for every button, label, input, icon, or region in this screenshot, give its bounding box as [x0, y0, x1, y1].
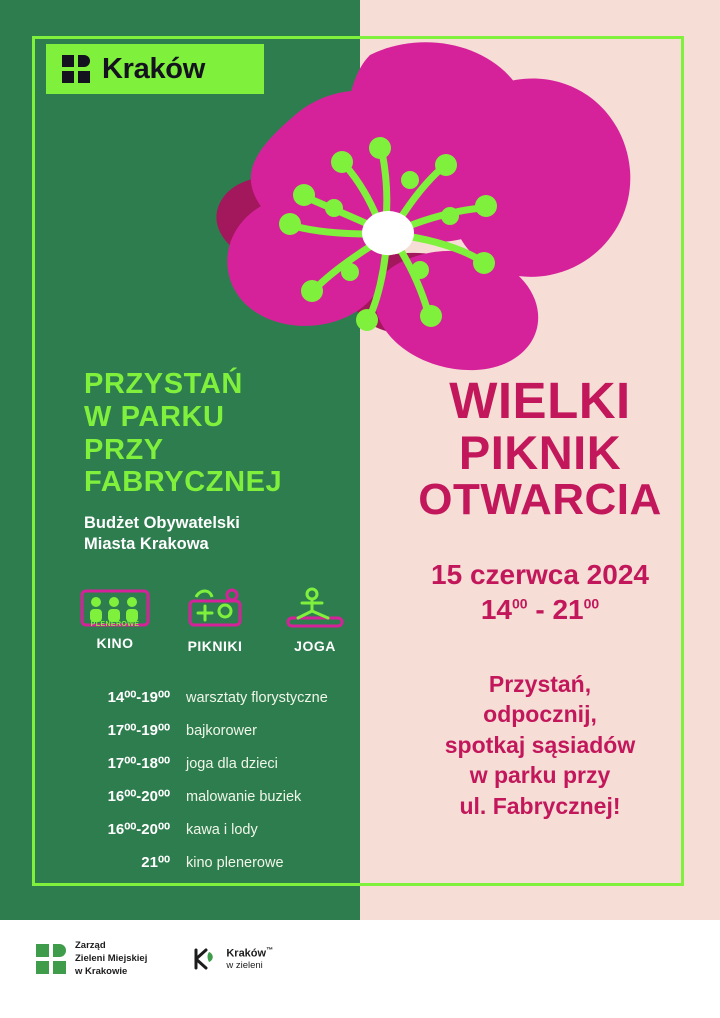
schedule-row [60, 820, 360, 853]
event-title-line-3: OTWARCIA [418, 474, 662, 524]
kwz-title-text: Kraków [226, 947, 267, 960]
invite-line-1: Przystań, [488, 671, 592, 698]
kwz-subtitle: w zieleni [226, 960, 263, 972]
schedule-time: 16⁰⁰-20⁰⁰ [107, 788, 170, 805]
zzm-line-3: w Krakowie [75, 965, 128, 977]
kwz-logo-text [226, 947, 273, 972]
event-hours [382, 592, 698, 627]
invite-line-5: ul. Fabrycznej! [459, 792, 621, 819]
invitation-text [382, 669, 698, 821]
activity-joga [272, 585, 358, 654]
schedule-time: 21⁰⁰ [141, 854, 170, 871]
invite-line-3: spotkaj sąsiadów [444, 731, 636, 758]
schedule-desc: bajkorower [186, 723, 257, 739]
zzm-logo [36, 940, 147, 978]
activity-kino [72, 585, 158, 654]
headline-line-4: FABRYCZNEJ [84, 466, 283, 499]
schedule-row [60, 853, 360, 886]
schedule-time: 17⁰⁰-19⁰⁰ [107, 722, 170, 739]
schedule-time: 14⁰⁰-19⁰⁰ [107, 689, 170, 706]
headline-line-3: PRZY [84, 433, 164, 466]
icon-label-pikniki: PIKNIKI [187, 638, 243, 654]
event-date: 15 czerwca 2024 [431, 559, 649, 591]
schedule-row [60, 787, 360, 820]
kwz-tm: ™ [266, 946, 274, 954]
event-title-line-2: PIKNIK [458, 425, 622, 479]
event-hours-from-sup: 00 [511, 595, 528, 612]
zzm-line-2: Zieleni Miejskiej [75, 952, 148, 964]
project-subline [84, 513, 352, 555]
left-text-block [84, 368, 352, 555]
event-hours-to-sup: 00 [583, 595, 600, 612]
event-hours-dash: - [535, 594, 545, 626]
yoga-pose-icon [272, 585, 358, 631]
zzm-line-1: Zarząd [75, 940, 106, 951]
subline-line-1: Budżet Obywatelski [84, 514, 240, 533]
project-headline [84, 368, 352, 499]
schedule-desc: joga dla dzieci [186, 756, 278, 772]
event-hours-from: 14 [480, 594, 512, 626]
event-title-line-1: WIELKI [449, 372, 631, 429]
event-hours-to: 21 [552, 594, 584, 626]
schedule-list [60, 688, 360, 886]
activity-pikniki [172, 585, 258, 654]
schedule-row [60, 721, 360, 754]
kwz-title [226, 947, 273, 961]
schedule-desc: kino plenerowe [186, 855, 284, 871]
schedule-desc: malowanie buziek [186, 789, 302, 805]
invite-line-2: odpocznij, [483, 701, 597, 728]
headline-line-1: PRZYSTAŃ [84, 368, 243, 400]
event-title [382, 374, 698, 523]
schedule-time: 17⁰⁰-18⁰⁰ [107, 755, 170, 772]
krakow-coat-mark-icon [62, 55, 90, 83]
zzm-logo-text [75, 940, 147, 978]
kino-micro-label: PLENEROWE [90, 621, 140, 628]
leaf-k-icon [191, 946, 217, 972]
krakow-w-zieleni-logo [191, 946, 273, 972]
invite-line-4: w parku przy [469, 762, 611, 789]
krakow-logo-text: Kraków [102, 52, 205, 85]
right-text-block [382, 374, 698, 821]
schedule-time: 16⁰⁰-20⁰⁰ [107, 821, 170, 838]
picnic-blanket-icon [172, 585, 258, 631]
schedule-row [60, 754, 360, 787]
zzm-mark-icon [36, 944, 66, 974]
event-date-block [382, 557, 698, 627]
headline-line-2: W PARKU [84, 400, 225, 433]
icon-label-kino: KINO [96, 635, 134, 651]
schedule-desc: warsztaty florystyczne [186, 690, 328, 706]
activity-icon-row [72, 585, 362, 654]
footer-logos [0, 940, 720, 978]
subline-line-2: Miasta Krakowa [84, 535, 209, 554]
icon-label-joga: JOGA [294, 638, 336, 654]
krakow-city-logo [46, 44, 264, 94]
schedule-row [60, 688, 360, 721]
schedule-desc: kawa i lody [186, 822, 258, 838]
